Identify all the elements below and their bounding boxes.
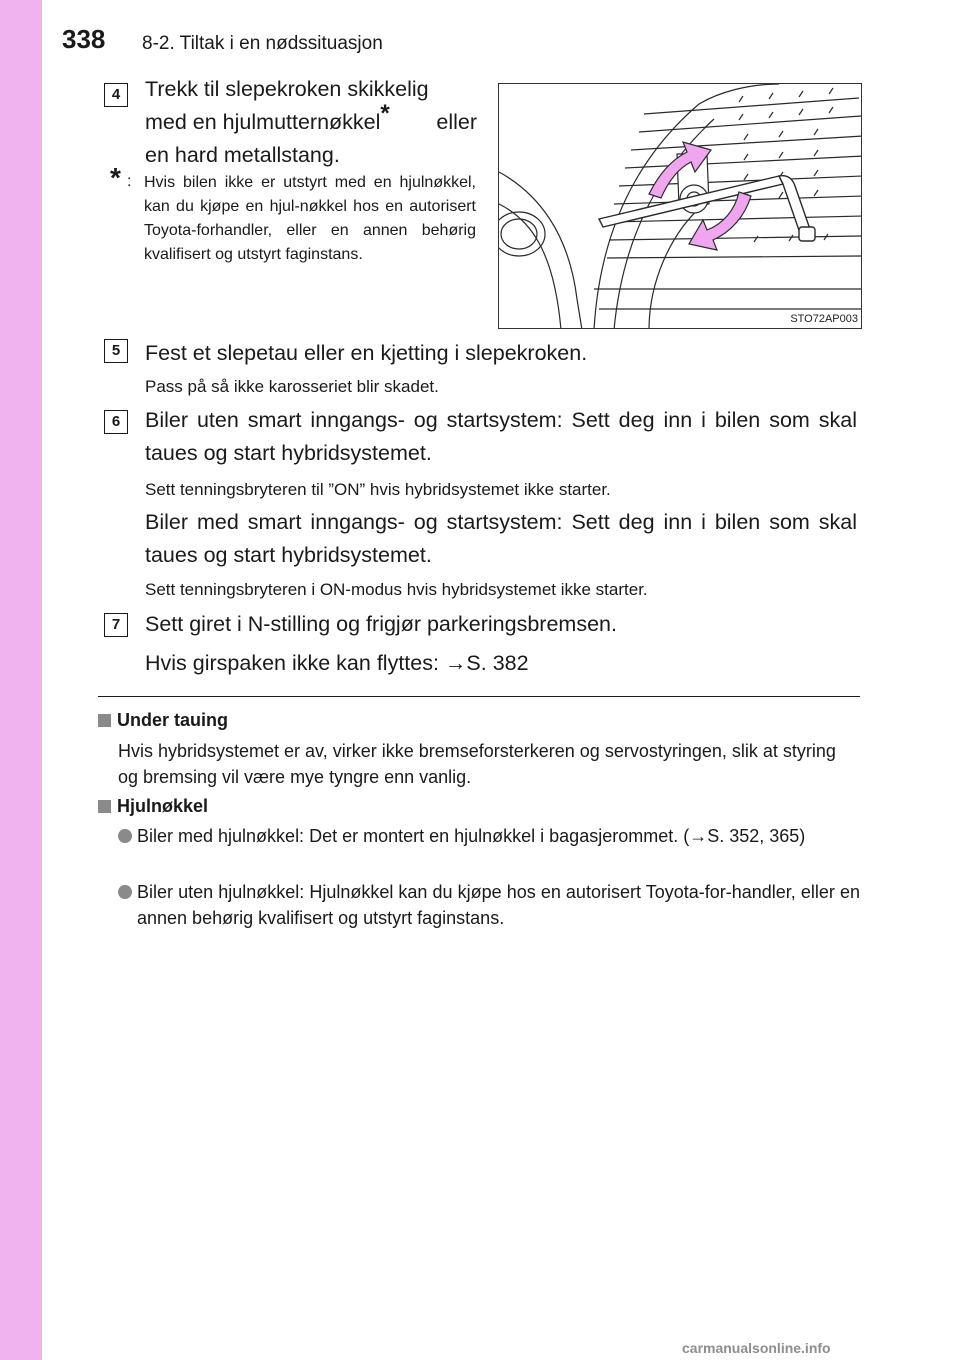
footnote-text: Hvis bilen ikke er utstyrt med en hjulnøkkel, kan du kjøpe en hjul-nøkkel hos en autorisert Toyota-forhandler, eller en annen behørig kvalifisert og utstyrt faginstans. [144, 174, 476, 263]
footnote-marker-sup: * [380, 99, 390, 127]
section-title: 8-2. Tiltak i en nødssituasjon [142, 33, 383, 54]
figure-code: STO72AP003 [790, 313, 858, 325]
step-7-text: Sett giret i N-stilling og frigjør parkeringsbremsen. [145, 612, 617, 636]
step-4-line-2a: med en hjulmutternøkkel [145, 110, 381, 134]
step-5-note: Pass på så ikke karosseriet blir skadet. [145, 377, 439, 396]
step-4-line-2b: eller [436, 110, 477, 134]
divider [98, 696, 860, 697]
tow-hook-wrench-icon [499, 84, 862, 329]
round-bullet-icon [118, 829, 132, 843]
footnote-colon: : [127, 173, 132, 190]
page-number: 338 [62, 24, 106, 54]
step-6-note-a: Sett tenningsbryteren til ”ON” hvis hybridsystemet ikke starter. [145, 480, 611, 499]
info-hjulnokkel-bullet-1: Biler med hjulnøkkel: Det er montert en hjulnøkkel i bagasjerommet. (→S. 352, 365) [137, 826, 806, 846]
info-under-tauing-text: Hvis hybridsystemet er av, virker ikke bremseforsterkeren og servostyringen, slik at styring og bremsing vil være mye tyngre enn vanlig. [118, 741, 836, 787]
step-6-note-b: Sett tenningsbryteren i ON-modus hvis hybridsystemet ikke starter. [145, 580, 648, 599]
round-bullet-icon [118, 885, 132, 899]
step-7-reference [145, 647, 865, 680]
step-4-line-2 [145, 99, 477, 139]
info-hjulnokkel-bullet-2: Biler uten hjulnøkkel: Hjulnøkkel kan du kjøpe hos en autorisert Toyota-for-handler, eller en annen behørig kvalifisert og utstyrt faginstans. [137, 882, 860, 928]
step-6-text-a: Biler uten smart inngangs- og startsystem: Sett deg inn i bilen som skal taues og start hybridsystemet. [145, 408, 857, 465]
step-number-4: 4 [104, 83, 128, 107]
step-number-7: 7 [104, 613, 128, 637]
step-number-6: 6 [104, 410, 128, 434]
watermark: carmanualsonline.info [682, 1340, 831, 1356]
step-5-text: Fest et slepetau eller en kjetting i slepekroken. [145, 341, 588, 365]
tow-hook-illustration [498, 83, 862, 329]
footnote-star: * [110, 162, 121, 193]
info-under-tauing-title: Under tauing [117, 710, 228, 730]
step-4-line-3: en hard metallstang. [145, 143, 340, 167]
step-7-ref-page: S. 382 [466, 651, 529, 675]
square-bullet-icon [98, 800, 111, 813]
step-7-ref-prefix: Hvis girspaken ikke kan flyttes: [145, 651, 445, 675]
square-bullet-icon [98, 714, 111, 727]
info-hjulnokkel-title: Hjulnøkkel [117, 796, 209, 816]
step-6-text-b: Biler med smart inngangs- og startsystem: Sett deg inn i bilen som skal taues og start hybridsystemet. [145, 510, 857, 567]
step-4-line-1: Trekk til slepekroken skikkelig [145, 77, 429, 101]
chapter-sidebar-tab [0, 0, 42, 1360]
arrow-right-icon: → [444, 651, 467, 675]
step-number-5: 5 [104, 339, 128, 363]
